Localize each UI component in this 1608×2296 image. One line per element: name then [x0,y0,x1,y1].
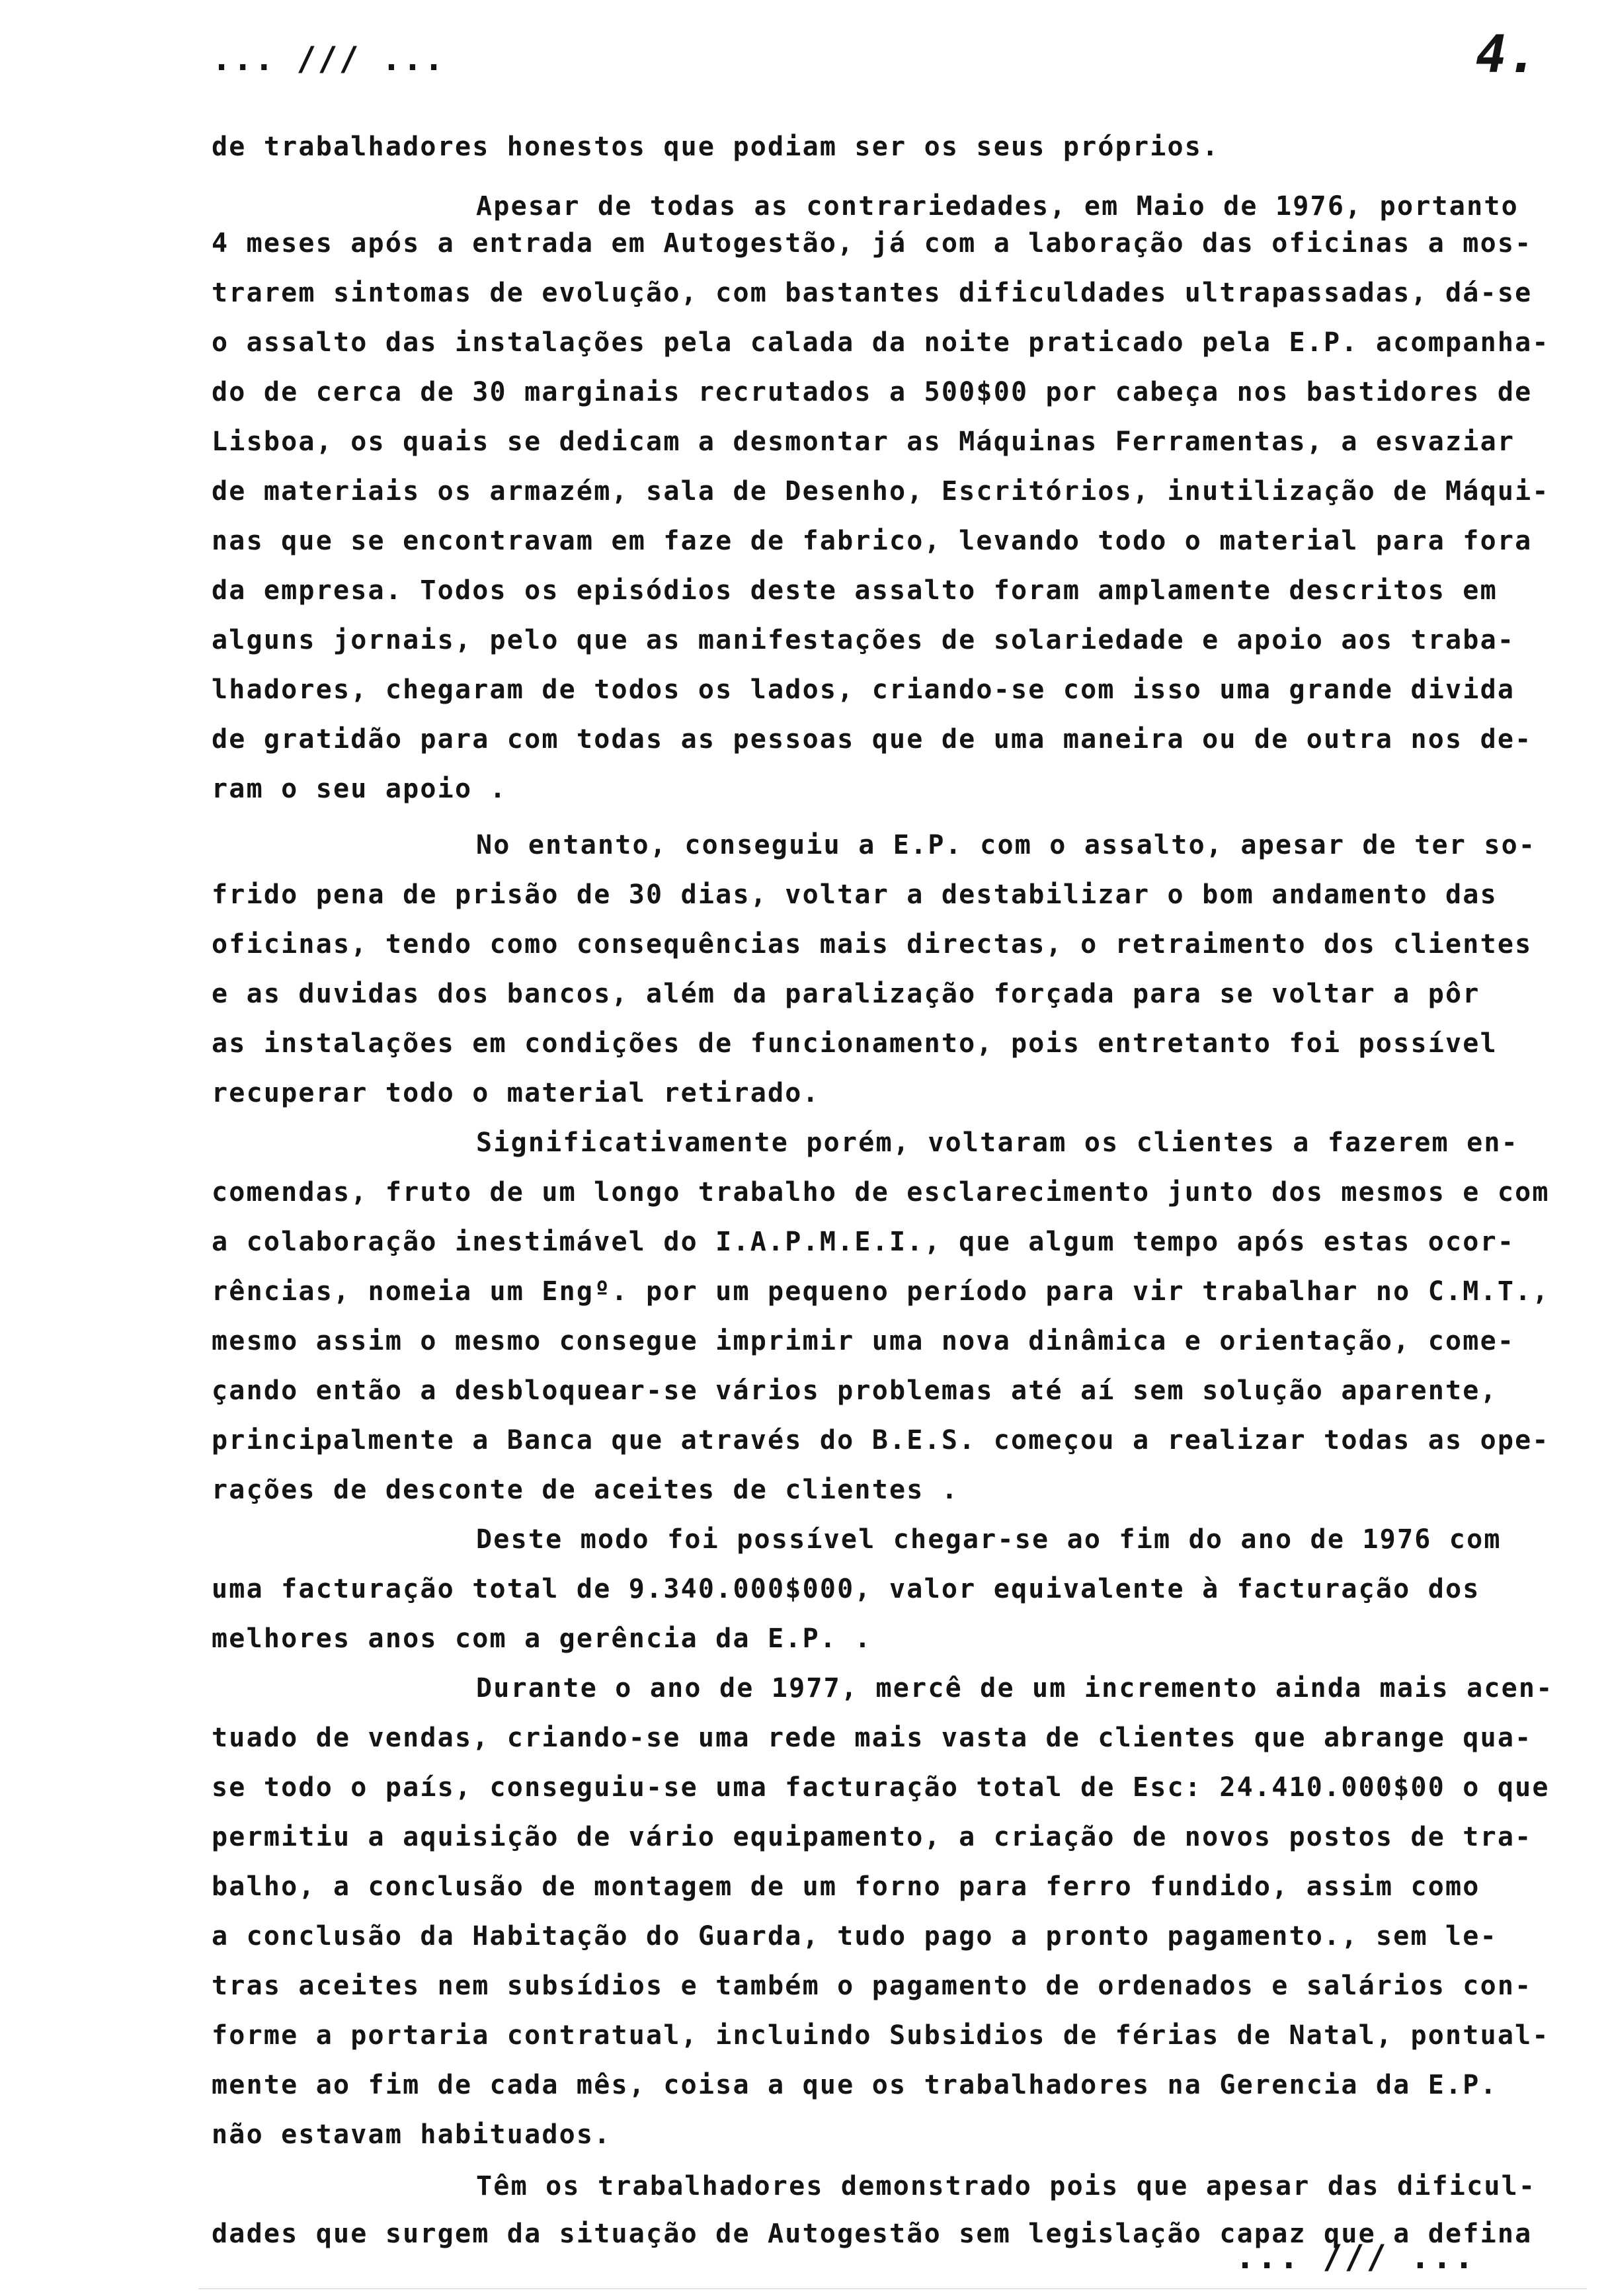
footer-continuation-mark: ... /// ... [1235,2238,1476,2276]
text-line: Lisboa, os quais se dedicam a desmontar as Máquinas Ferramentas, a esvaziar [212,427,1515,457]
text-line: mente ao fim de cada mês, coisa a que os trabalhadores na Gerencia da E.P. [212,2070,1498,2100]
paragraph-first-line: Deste modo foi possível chegar-se ao fim do ano de 1976 com [476,1524,1502,1555]
text-line: çando então a desbloquear-se vários problemas até aí sem solução aparente, [212,1375,1498,1406]
text-line: comendas, fruto de um longo trabalho de esclarecimento junto dos mesmos e com [212,1177,1550,1208]
text-line: melhores anos com a gerência da E.P. . [212,1623,872,1654]
text-line: da empresa. Todos os episódios deste assalto foram amplamente descritos em [212,575,1498,606]
text-line: 4 meses após a entrada em Autogestão, já com a laboração das oficinas a mos- [212,228,1533,259]
text-line: as instalações em condições de funcionamento, pois entretanto foi possível [212,1028,1498,1059]
text-line: mesmo assim o mesmo consegue imprimir uma nova dinâmica e orientação, come- [212,1326,1515,1356]
text-line: dades que surgem da situação de Autogestão sem legislação capaz que a defina [212,2219,1533,2249]
text-line: e as duvidas dos bancos, além da paralização forçada para se voltar a pôr [212,979,1480,1009]
text-line: balho, a conclusão de montagem de um forno para ferro fundido, assim como [212,1871,1480,1902]
text-line: rações de desconte de aceites de clientes . [212,1475,959,1505]
page-number: 4. [1476,25,1538,85]
text-line: de materiais os armazém, sala de Desenho, Escritórios, inutilização de Máqui- [212,476,1550,507]
text-line: oficinas, tendo como consequências mais directas, o retraimento dos clientes [212,929,1533,960]
paragraph-first-line: No entanto, conseguiu a E.P. com o assalto, apesar de ter so- [476,830,1537,860]
text-line: tras aceites nem subsídios e também o pagamento de ordenados e salários con- [212,1971,1533,2001]
text-line: ram o seu apoio . [212,774,507,804]
text-line: principalmente a Banca que através do B.E.S. começou a realizar todas as ope- [212,1425,1550,1456]
text-line: o assalto das instalações pela calada da noite praticado pela E.P. acompanha- [212,327,1550,358]
paragraph-first-line: Têm os trabalhadores demonstrado pois que apesar das dificul- [476,2171,1537,2201]
text-line: se todo o país, conseguiu-se uma facturação total de Esc: 24.410.000$00 o que [212,1772,1550,1803]
text-line: tuado de vendas, criando-se uma rede mais vasta de clientes que abrange qua- [212,1723,1533,1753]
bottom-edge-rule [198,2288,1587,2289]
paragraph-first-line: Apesar de todas as contrariedades, em Maio de 1976, portanto [476,191,1519,222]
text-line: frido pena de prisão de 30 dias, voltar a destabilizar o bom andamento das [212,880,1498,910]
text-line: a colaboração inestimável do I.A.P.M.E.I., que algum tempo após estas ocor- [212,1227,1515,1257]
text-line: recuperar todo o material retirado. [212,1078,820,1108]
text-line: permitiu a aquisição de vário equipamento, a criação de novos postos de tra- [212,1822,1533,1852]
text-line: do de cerca de 30 marginais recrutados a 500$00 por cabeça nos bastidores de [212,377,1533,407]
text-line: lhadores, chegaram de todos os lados, criando-se com isso uma grande divida [212,675,1515,705]
text-line: trarem sintomas de evolução, com bastantes dificuldades ultrapassadas, dá-se [212,278,1533,308]
text-line: de gratidão para com todas as pessoas que de uma maneira ou de outra nos de- [212,724,1533,755]
text-line: a conclusão da Habitação do Guarda, tudo pago a pronto pagamento., sem le- [212,1921,1498,1951]
text-line: rências, nomeia um Engº. por um pequeno período para vir trabalhar no C.M.T., [212,1276,1550,1307]
text-line: alguns jornais, pelo que as manifestações de solariedade e apoio aos traba- [212,625,1515,655]
header-continuation-mark: ... /// ... [212,40,446,78]
text-line: não estavam habituados. [212,2119,612,2150]
text-line: de trabalhadores honestos que podiam ser os seus próprios. [212,132,1220,162]
paragraph-first-line: Significativamente porém, voltaram os clientes a fazerem en- [476,1128,1519,1158]
text-line: nas que se encontravam em faze de fabrico, levando todo o material para fora [212,526,1533,556]
text-line: uma facturação total de 9.340.000$000, valor equivalente à facturação dos [212,1574,1480,1604]
text-line: forme a portaria contratual, incluindo Subsidios de férias de Natal, pontual- [212,2020,1550,2051]
paragraph-first-line: Durante o ano de 1977, mercê de um incremento ainda mais acen- [476,1673,1554,1703]
